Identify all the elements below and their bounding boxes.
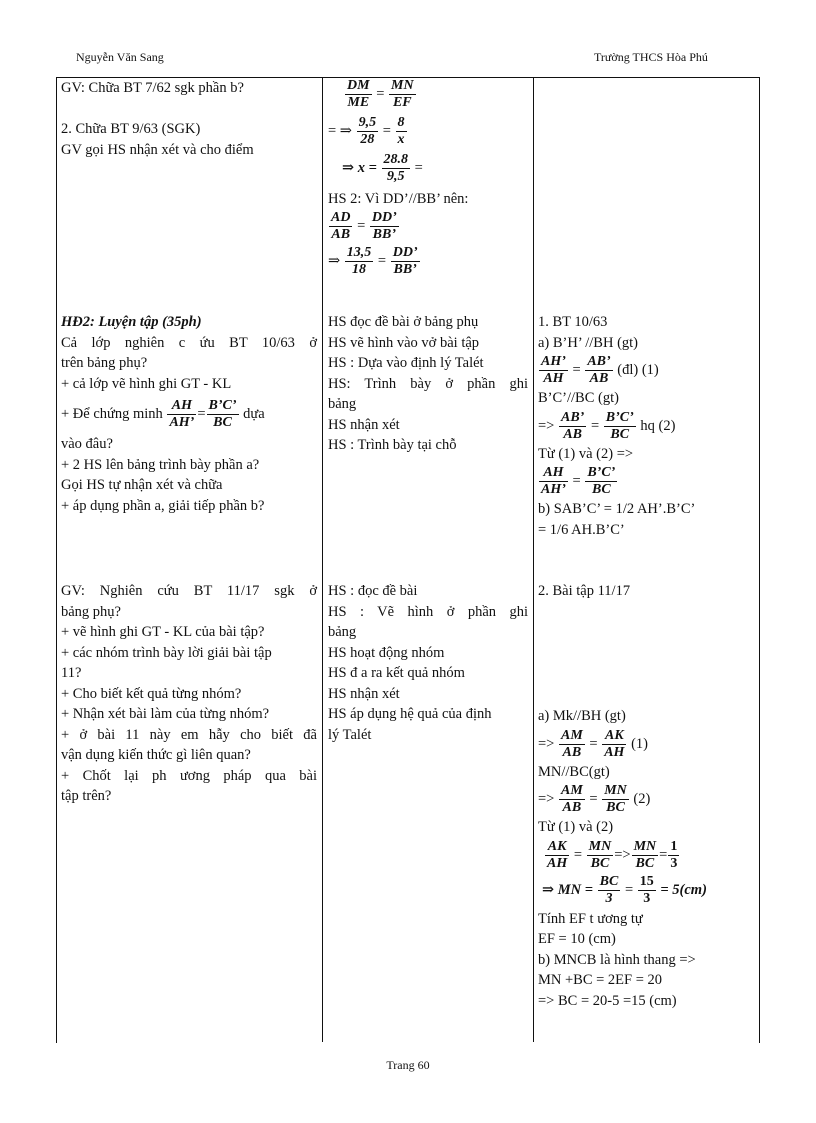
text-line: 2. Chữa BT 9/63 (SGK) (61, 121, 201, 137)
text-line: MN//BC(gt) (538, 763, 610, 780)
school-name: Trường THCS Hòa Phú (594, 50, 708, 64)
fraction-bc: $\frac{B’C’}{BC}$ (208, 398, 237, 431)
text-line: HS đọc đề bài ở bảng phụ (328, 314, 479, 330)
board-column-row3-title (538, 581, 748, 602)
text-line: HS vẽ hình vào vở bài tập (328, 334, 480, 351)
implies: => (538, 735, 555, 752)
text-line: + áp dụng phần a, giải tiếp phần b? (61, 497, 265, 514)
text-line: MN +BC = 2EF = 20 (538, 972, 663, 988)
text-line: a) Mk//BH (gt) (538, 708, 626, 724)
implies: => (538, 417, 555, 434)
text-line: vào đâu? (61, 436, 113, 452)
text-line: GV: Chữa BT 7/62 sgk phần b? (61, 80, 244, 96)
text-line: Từ (1) và (2) (538, 819, 614, 835)
text-line: Cả lớp nghiên c ứu BT 10/63 ở (61, 334, 317, 351)
text-line: HS : Vẽ hình ở phần ghi (328, 603, 528, 620)
text-line: + vẽ hình ghi GT - KL của bài tập? (61, 624, 265, 640)
text-line: GV: Nghiên cứu BT 11/17 sgk ở (61, 583, 317, 599)
board-column-row3: a) Mk//BH (gt) => $\frac{AM}{AB}$ = $\frac{AK}{AH}$ (1) MN//BC(gt) => $\frac{AM}{AB}$ = $\frac{MN}{BC}$ (2) Từ (1) và (2) $\frac{AK}{AH}$ = $\frac{MN}{BC}$ => $\frac{MN}{BC}$ = $\frac{1}{3}$ ⇒ MN = $\frac{BC}{3}$ = $\frac{15}{3}$ = 5(cm) Tính EF t ương tự EF = 10 (cm) b) MNCB là hình thang => MN +BC = 2EF = 20 => BC = 20-5 =15 (cm) (538, 706, 748, 1011)
text-line: (2) (633, 790, 651, 807)
text-line: = 1/6 AH.B’C’ (538, 521, 625, 538)
text-line: + Nhận xét bài làm của từng nhóm? (61, 706, 270, 722)
implies: => (538, 790, 555, 807)
text-line: EF = 10 (cm) (538, 931, 616, 947)
author-name: Nguyễn Văn Sang (76, 50, 164, 64)
text-line: HS nhận xét (328, 685, 400, 702)
teacher-column-row1 (61, 78, 317, 160)
text-line: Từ (1) và (2) => (538, 445, 634, 462)
column-divider-1 (322, 77, 323, 1042)
text-line: + các nhóm trình bày lời giải bài tập (61, 644, 272, 661)
text-line: + Để chứng minh (61, 406, 163, 422)
text-line: bảng (328, 624, 357, 640)
text-line: (đl) (1) (617, 361, 659, 378)
text-line: (1) (631, 735, 648, 752)
fraction-ah: $\frac{AH}{AH’}$ (169, 398, 195, 431)
text-line: HS nhận xét (328, 416, 400, 433)
text-line: 11? (61, 665, 82, 681)
text-line: vận dụng kiến thức gì liên quan? (61, 747, 251, 763)
implies: = ⇒ (328, 122, 352, 139)
text-line: a) B’H’ //BH (gt) (538, 334, 638, 351)
student-column-row3 (328, 581, 528, 745)
text-line: Tính EF t ương tự (538, 910, 643, 927)
text-line: HS hoạt động nhóm (328, 644, 445, 661)
text-line: b) SAB’C’ = 1/2 AH’.B’C’ (538, 501, 696, 517)
teacher-column-row3 (61, 581, 317, 807)
page-number: Trang 60 (386, 1058, 430, 1072)
text-line: GV gọi HS nhận xét và cho điểm (61, 141, 254, 158)
board-column-row2: 1. BT 10/63 a) B’H’ //BH (gt) $\frac{AH’}{AH}$ = $\frac{AB’}{AB}$ (đl) (1) B’C’//BC (gt) => $\frac{AB’}{AB}$ = $\frac{B’C’}{BC}$ hq (2) Từ (1) và (2) => $\frac{AH}{AH’}$ = $\frac{B’C’}{BC}$ b) SAB’C’ = 1/2 AH’.B’C’ = 1/6 AH.B’C’ (538, 312, 748, 540)
mn-equation: ⇒ MN = (542, 881, 594, 898)
text-line: trên bảng phụ? (61, 355, 148, 371)
column-divider-2 (533, 77, 534, 1042)
activity-heading: HĐ2: Luyện tập (35ph) (61, 314, 202, 330)
implies: ⇒ (328, 252, 341, 269)
text-line: tập trên? (61, 788, 112, 804)
text-line: hq (2) (640, 417, 676, 434)
text-line: HS : đọc đề bài (328, 583, 418, 599)
x-equation: ⇒ x = (342, 159, 377, 176)
text-line: lý Talét (328, 726, 372, 743)
equals: = (414, 159, 423, 176)
result: = 5(cm) (660, 881, 707, 898)
text-line: => BC = 20-5 =15 (cm) (538, 992, 677, 1009)
text-line: + ở bài 11 này em hẫy cho biết đã (61, 726, 317, 743)
text-line: HS : Trình bày tại chỗ (328, 437, 457, 453)
equals: = (659, 846, 668, 863)
text-line: + 2 HS lên bảng trình bày phần a? (61, 456, 260, 473)
teacher-column-row2: HĐ2: Luyện tập (35ph) Cả lớp nghiên c ứu BT 10/63 ở trên bảng phụ? + cả lớp vẽ hình ghi GT - KL + Để chứng minh $\frac{AH}{AH’}$ = $\frac{B’C’}{BC}$ dựa vào đâu? + 2 HS lên bảng trình bày phần a? Gọi HS tự nhận xét và chữa + áp dụng phần a, giải tiếp phần b? (61, 312, 317, 516)
text-line: HS 2: Vì DD’//BB’ nên: (328, 191, 469, 207)
text-line: HS áp dụng hệ quả của định (328, 706, 492, 722)
text-line: B’C’//BC (gt) (538, 390, 619, 406)
text-line: b) MNCB là hình thang => (538, 951, 696, 968)
text-line: + cả lớp vẽ hình ghi GT - KL (61, 375, 232, 392)
student-column-row2 (328, 312, 528, 456)
text-line: 1. BT 10/63 (538, 314, 608, 330)
implies: => (614, 846, 631, 863)
text-line: + Chốt lại ph ương pháp qua bài (61, 767, 317, 784)
text-line: HS đ a ra kết quả nhóm (328, 665, 465, 681)
text-line: HS: Trình bày ở phần ghi (328, 375, 528, 392)
text-line: + Cho biết kết quả từng nhóm? (61, 685, 242, 702)
text-line: Gọi HS tự nhận xét và chữa (61, 477, 223, 493)
text-line: bảng phụ? (61, 603, 121, 620)
student-column-row1: $\frac{DM}{ME}$ = $\frac{MN}{EF}$ = ⇒ $\frac{9,5}{28}$ = $\frac{8}{x}$ ⇒ x = $\frac{28.8}{9,5}$ = HS 2: Vì DD’//BB’ nên: $\frac{AD}{AB}$ = $\frac{DD’}{BB’}$ ⇒ $\frac{13,5}{18}$ = $\frac{DD’}{BB’}$ (328, 78, 528, 278)
text-line: 2. Bài tập 11/17 (538, 583, 631, 599)
text-line: dựa (243, 406, 265, 422)
text-line: bảng (328, 396, 357, 412)
text-line: HS : Dựa vào định lý Talét (328, 355, 484, 371)
